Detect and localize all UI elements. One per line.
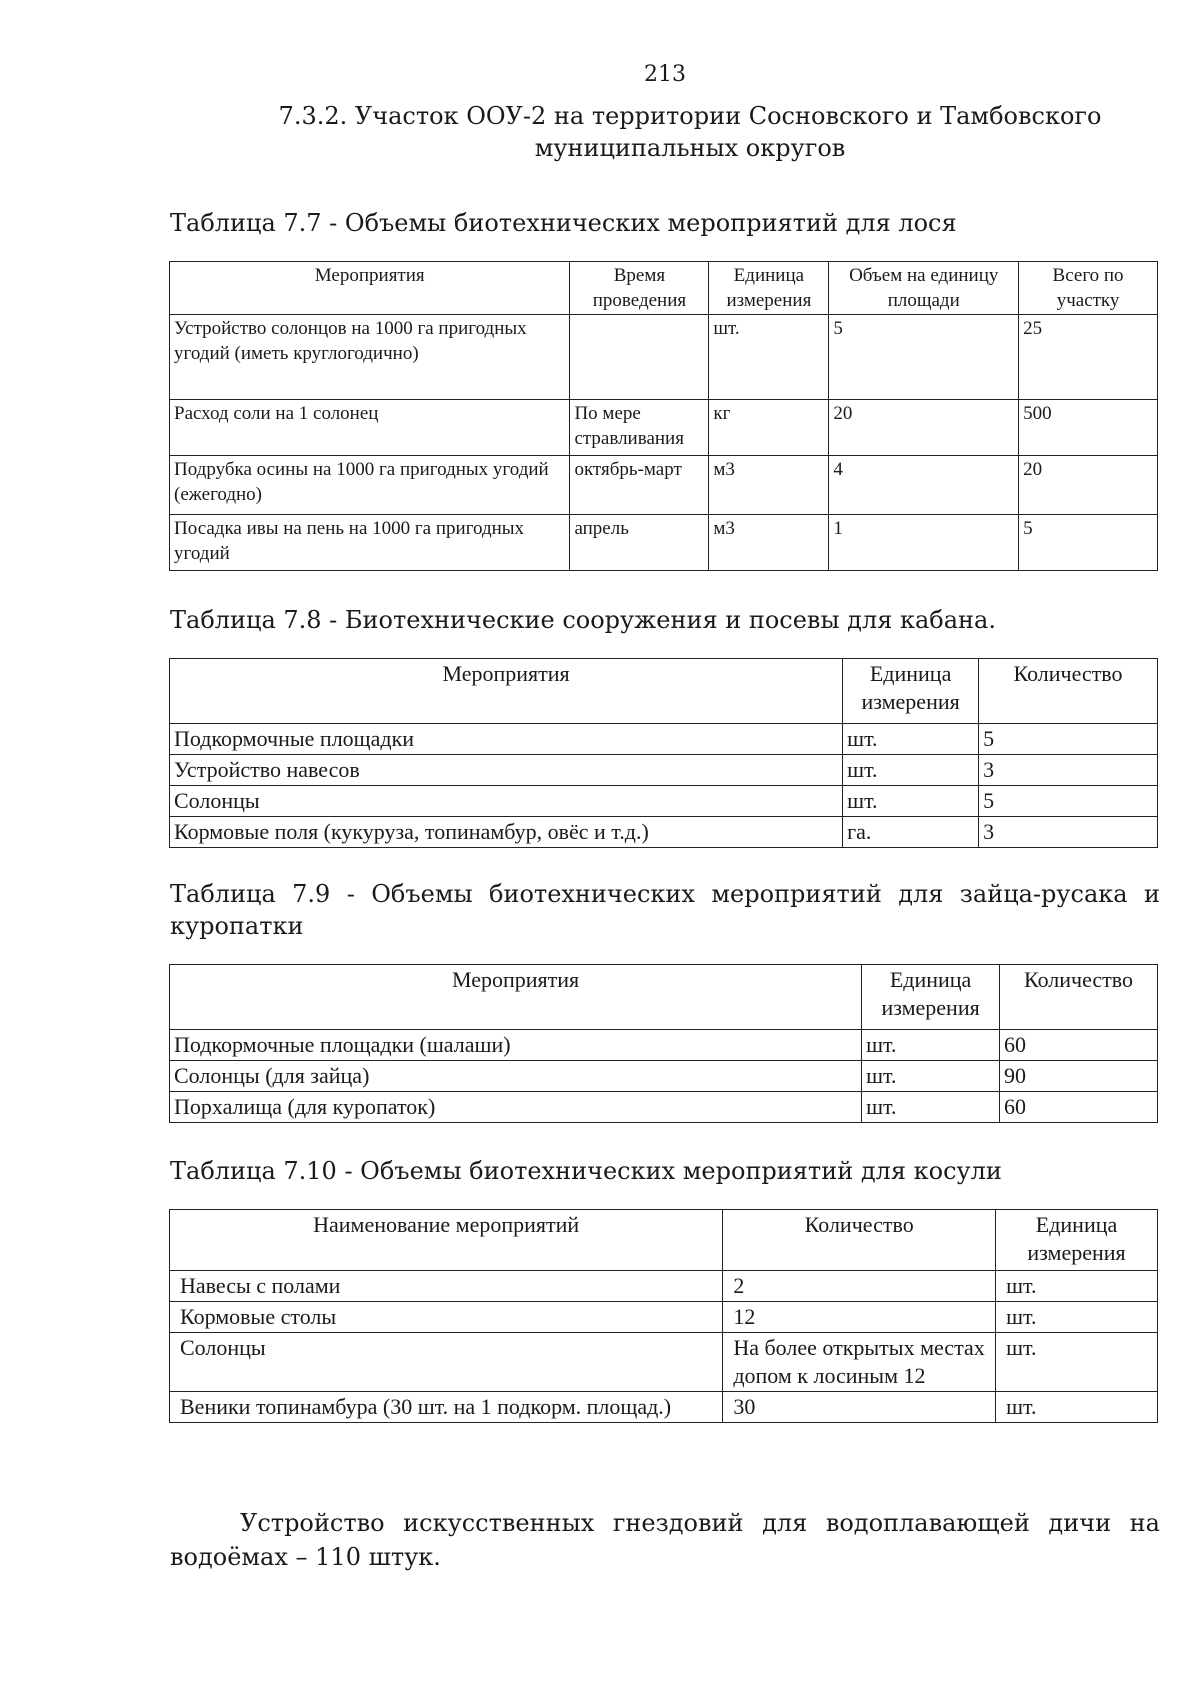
table-cell: 12	[723, 1302, 996, 1333]
table-cell: 30	[723, 1392, 996, 1423]
header-cell: Количество	[979, 659, 1158, 724]
table-cell: м3	[709, 515, 829, 571]
table-cell: Расход соли на 1 солонец	[170, 400, 570, 456]
table-7-8-caption: Таблица 7.8 - Биотехнические сооружения и посевы для кабана.	[170, 606, 996, 634]
table-row	[170, 786, 1158, 817]
table-cell: шт.	[843, 786, 979, 817]
table-cell: 500	[1019, 400, 1158, 456]
table-header-row	[170, 965, 1158, 1030]
table-cell: шт.	[862, 1092, 1000, 1123]
table-7-9	[169, 964, 1158, 1123]
header-cell: Единица измерения	[843, 659, 979, 724]
table-row	[170, 817, 1158, 848]
header-cell: Количество	[723, 1210, 996, 1271]
table-cell: 60	[1000, 1092, 1158, 1123]
header-cell: Всего по участку	[1019, 262, 1158, 315]
header-cell: Время проведения	[570, 262, 709, 315]
section-title-line-1: 7.3.2. Участок ООУ-2 на территории Сосновского и Тамбовского	[278, 102, 1102, 130]
table-cell: Подкормочные площадки (шалаши)	[170, 1030, 862, 1061]
table-cell: На более открытых местах допом к лосиным 12	[723, 1333, 996, 1392]
table-cell: Солонцы	[170, 786, 843, 817]
table-header-row	[170, 262, 1158, 315]
table-cell: м3	[709, 456, 829, 515]
header-cell: Мероприятия	[170, 659, 843, 724]
table-cell: Навесы с полами	[170, 1271, 723, 1302]
table-cell: шт.	[996, 1302, 1158, 1333]
table-cell: 5	[979, 724, 1158, 755]
table-row	[170, 724, 1158, 755]
section-title-line-2: муниципальных округов	[534, 134, 846, 162]
table-cell: 5	[979, 786, 1158, 817]
table-row	[170, 1092, 1158, 1123]
table-cell: Солонцы (для зайца)	[170, 1061, 862, 1092]
table-cell: 20	[829, 400, 1019, 456]
table-cell: октябрь-март	[570, 456, 709, 515]
table-cell: шт.	[843, 724, 979, 755]
table-cell: 3	[979, 755, 1158, 786]
header-cell: Мероприятия	[170, 262, 570, 315]
table-cell: По мере стравливания	[570, 400, 709, 456]
table-cell: шт.	[996, 1333, 1158, 1392]
table-cell: шт.	[996, 1392, 1158, 1423]
table-cell: шт.	[862, 1030, 1000, 1061]
table-cell: 5	[829, 315, 1019, 400]
table-cell: Кормовые столы	[170, 1302, 723, 1333]
table-cell: Подкормочные площадки	[170, 724, 843, 755]
table-cell: шт.	[709, 315, 829, 400]
header-cell: Объем на единицу площади	[829, 262, 1019, 315]
page-number: 213	[644, 62, 686, 87]
table-cell: 5	[1019, 515, 1158, 571]
table-cell: Устройство навесов	[170, 755, 843, 786]
header-cell: Количество	[1000, 965, 1158, 1030]
table-cell: 3	[979, 817, 1158, 848]
header-cell: Наименование мероприятий	[170, 1210, 723, 1271]
table-cell: Солонцы	[170, 1333, 723, 1392]
table-row	[170, 1061, 1158, 1092]
table-cell: 20	[1019, 456, 1158, 515]
header-cell: Единица измерения	[709, 262, 829, 315]
table-row	[170, 1030, 1158, 1061]
table-cell: Порхалища (для куропаток)	[170, 1092, 862, 1123]
table-7-7	[169, 261, 1158, 571]
table-header-row	[170, 1210, 1158, 1271]
table-cell: 25	[1019, 315, 1158, 400]
table-row	[170, 755, 1158, 786]
table-cell: 4	[829, 456, 1019, 515]
table-row	[170, 315, 1158, 400]
table-7-8	[169, 658, 1158, 848]
closing-paragraph: Устройство искусственных гнездовий для водоплавающей дичи на водоёмах – 110 штук.	[170, 1509, 1160, 1571]
header-cell: Единица измерения	[862, 965, 1000, 1030]
table-cell: Кормовые поля (кукуруза, топинамбур, овёс и т.д.)	[170, 817, 843, 848]
table-row	[170, 1302, 1158, 1333]
table-row	[170, 1333, 1158, 1392]
table-cell: 60	[1000, 1030, 1158, 1061]
table-cell: кг	[709, 400, 829, 456]
table-cell: Устройство солонцов на 1000 га пригодных угодий (иметь круглогодично)	[170, 315, 570, 400]
table-cell: Подрубка осины на 1000 га пригодных угодий (ежегодно)	[170, 456, 570, 515]
header-cell: Мероприятия	[170, 965, 862, 1030]
table-row	[170, 400, 1158, 456]
table-row	[170, 456, 1158, 515]
table-cell: 90	[1000, 1061, 1158, 1092]
table-cell: Веники топинамбура (30 шт. на 1 подкорм. площад.)	[170, 1392, 723, 1423]
header-cell: Единица измерения	[996, 1210, 1158, 1271]
table-cell: 2	[723, 1271, 996, 1302]
table-cell: га.	[843, 817, 979, 848]
table-cell	[570, 315, 709, 400]
table-7-10	[169, 1209, 1158, 1423]
table-cell: шт.	[862, 1061, 1000, 1092]
table-7-10-caption: Таблица 7.10 - Объемы биотехнических мероприятий для косули	[170, 1157, 1002, 1185]
table-cell: Посадка ивы на пень на 1000 га пригодных угодий	[170, 515, 570, 571]
table-cell: шт.	[996, 1271, 1158, 1302]
table-cell: апрель	[570, 515, 709, 571]
table-7-9-caption: Таблица 7.9 - Объемы биотехнических мероприятий для зайца-русака и куропатки	[170, 880, 1160, 940]
table-cell: шт.	[843, 755, 979, 786]
table-cell: 1	[829, 515, 1019, 571]
table-row	[170, 1392, 1158, 1423]
table-7-7-caption: Таблица 7.7 - Объемы биотехнических мероприятий для лося	[170, 209, 957, 237]
section-title	[270, 100, 1110, 164]
table-row	[170, 515, 1158, 571]
table-row	[170, 1271, 1158, 1302]
table-header-row	[170, 659, 1158, 724]
